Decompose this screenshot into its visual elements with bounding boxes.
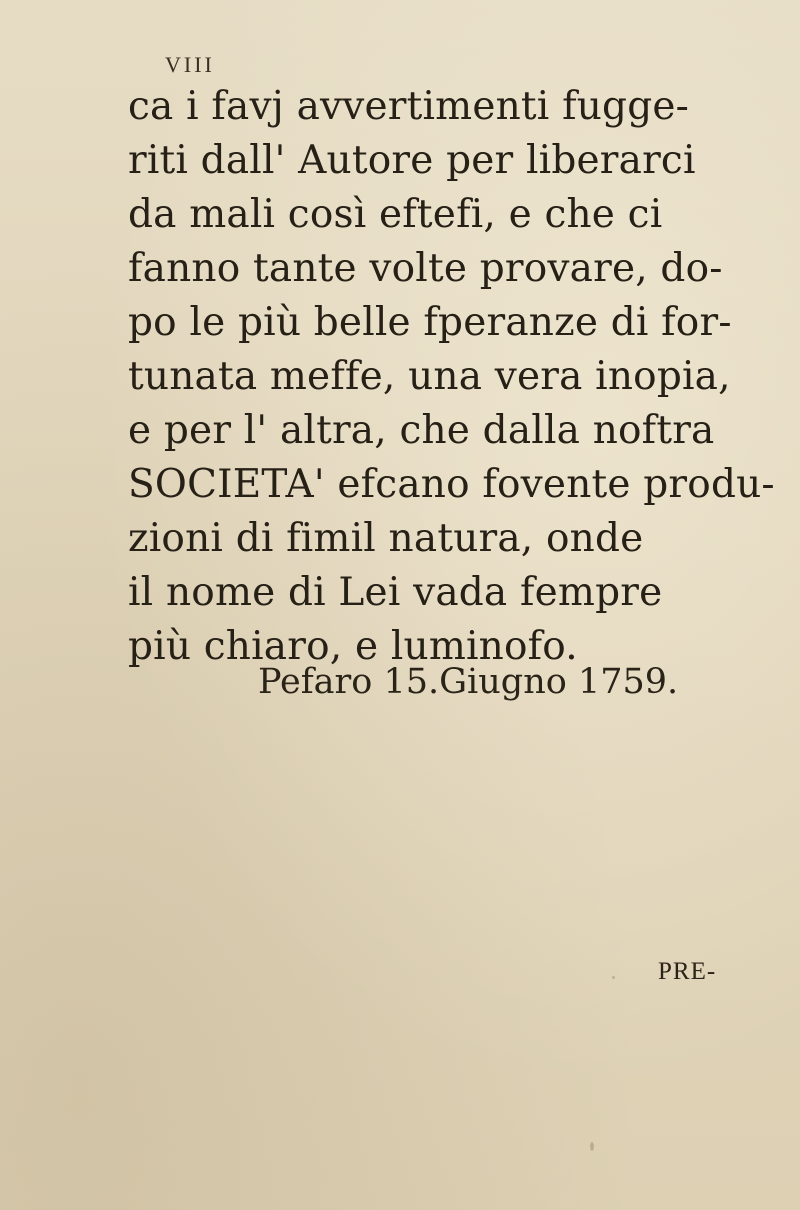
catchword: PRE- [658,958,717,985]
text-line: fanno tante volte provare, do- [128,246,723,291]
text-line: SOCIETA' efcano fovente produ- [128,462,775,507]
text-line: zioni di fimil natura, onde [128,516,644,561]
ink-speck [590,1142,594,1151]
text-line: da mali così eftefi, e che ci [128,192,663,237]
text-line: po le più belle fperanze di for- [128,300,732,345]
text-line: ca i favj avvertimenti fugge- [128,84,690,129]
page-number: VIII [165,52,215,77]
text-line: riti dall' Autore per liberarci [128,138,696,183]
place-date-line: Pefaro 15.Giugno 1759. [258,662,679,702]
text-line: e per l' altra, che dalla noftra [128,408,715,453]
text-line: tunata meffe, una vera inopia, [128,354,731,399]
text-line: più chiaro, e luminofo. [128,624,578,669]
body-text [128,80,775,674]
ink-speck [612,976,615,979]
text-line: il nome di Lei vada fempre [128,570,663,615]
